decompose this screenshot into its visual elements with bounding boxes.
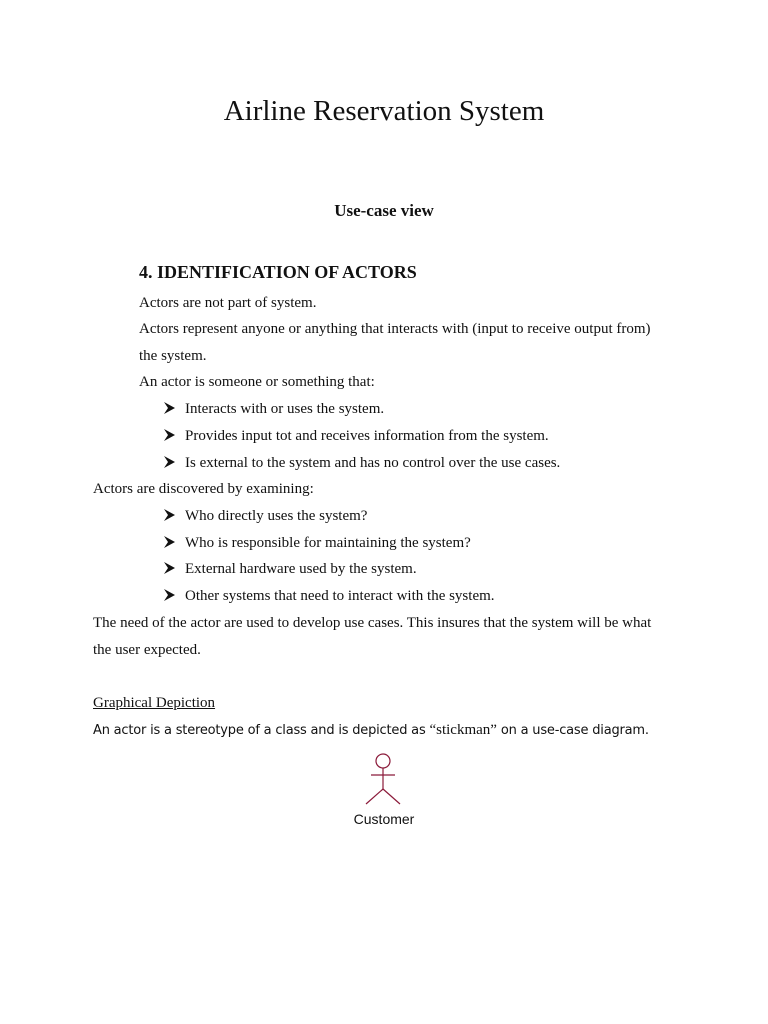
graphical-heading: Graphical Depiction — [93, 695, 216, 711]
arrow-bullet-icon — [164, 509, 175, 521]
intro-line: Actors represent anyone or anything that interacts with (input to receive output from) — [139, 321, 651, 337]
arrow-bullet-icon — [164, 456, 175, 468]
bullet-text: Provides input tot and receives information from the system. — [185, 428, 549, 444]
subtitle: Use-case view — [334, 201, 434, 220]
document-title: Airline Reservation System — [223, 95, 545, 127]
graphical-description — [93, 720, 649, 741]
bullet-text: External hardware used by the system. — [185, 561, 417, 577]
bullet-item — [164, 533, 471, 553]
conclusion-line: the user expected. — [93, 642, 201, 658]
bullet-item — [164, 399, 384, 419]
section-heading: 4. IDENTIFICATION OF ACTORS — [139, 262, 417, 282]
graphical-text-quoted: “stickman” — [429, 722, 497, 738]
actor-label: Customer — [353, 811, 415, 827]
intro-line: An actor is someone or something that: — [139, 374, 375, 390]
bullet-text: Interacts with or uses the system. — [185, 401, 385, 417]
bullet-text: Is external to the system and has no control over the use cases. — [185, 455, 561, 471]
arrow-bullet-icon — [164, 536, 175, 548]
bullet-text: Other systems that need to interact with the system. — [185, 588, 495, 604]
arrow-bullet-icon — [164, 402, 175, 414]
graphical-text-part: An actor is a stereotype of a class and is depicted as — [93, 723, 430, 738]
bullet-item — [164, 586, 495, 606]
bullet-text: Who is responsible for maintaining the system? — [185, 535, 471, 551]
discovered-intro: Actors are discovered by examining: — [93, 481, 314, 497]
bullet-text: Who directly uses the system? — [185, 508, 368, 524]
bullet-item — [164, 559, 417, 579]
graphical-text-part: on a use-case diagram. — [496, 723, 649, 738]
intro-line: Actors are not part of system. — [139, 295, 317, 311]
bullet-item — [164, 426, 549, 446]
arrow-bullet-icon — [164, 429, 175, 441]
bullet-item — [164, 453, 560, 473]
intro-line: the system. — [139, 348, 207, 364]
conclusion-line: The need of the actor are used to develop use cases. This insures that the system will be what — [93, 615, 652, 631]
arrow-bullet-icon — [164, 589, 175, 601]
bullet-item — [164, 506, 367, 526]
arrow-bullet-icon — [164, 562, 175, 574]
stick-figure-icon — [362, 752, 406, 806]
